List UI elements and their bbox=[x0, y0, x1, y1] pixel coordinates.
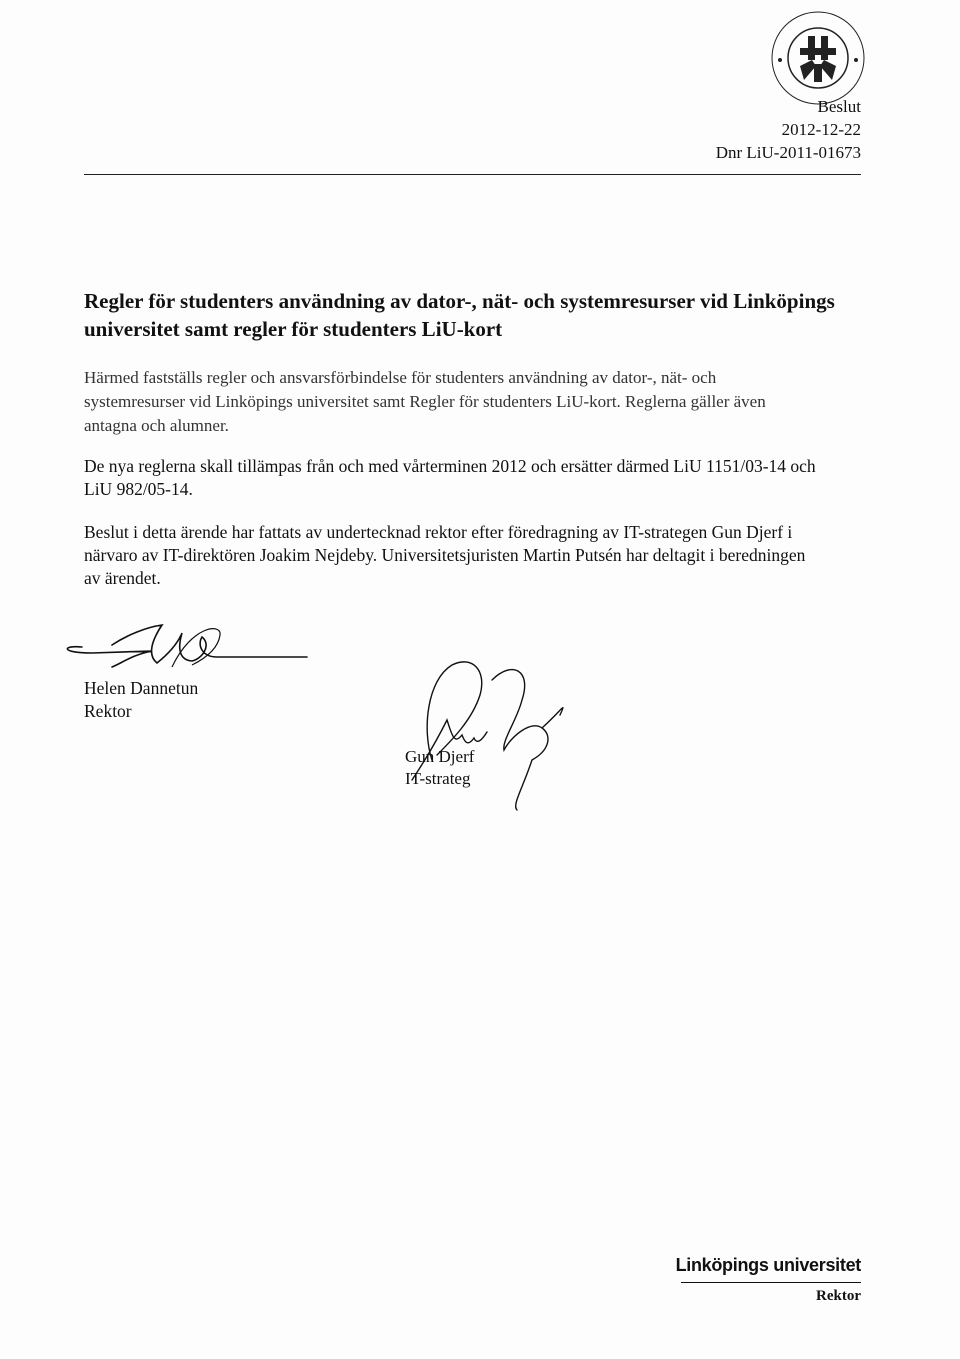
document-title bbox=[84, 287, 874, 343]
rector-signature bbox=[52, 605, 312, 685]
reference-number: Dnr LiU-2011-01673 bbox=[715, 143, 861, 162]
paragraph-effective-date bbox=[84, 455, 884, 501]
paragraph-decision-process bbox=[84, 521, 884, 590]
footer-department: Rektor bbox=[816, 1288, 861, 1304]
signer-role: Rektor bbox=[84, 701, 132, 721]
signer-name: Gun Djerf bbox=[405, 747, 475, 766]
paragraph-line: De nya reglerna skall tillämpas från och med vårterminen 2012 och ersätter därmed LiU 1151/03-14 och bbox=[84, 456, 816, 476]
paragraph-line: systemresurser vid Linköpings universitet samt Regler för studenters LiU-kort. Reglerna gäller även bbox=[84, 392, 766, 411]
document-type: Beslut bbox=[817, 97, 861, 116]
strategist-signature bbox=[392, 640, 592, 820]
header-divider bbox=[84, 174, 861, 175]
rector-signer bbox=[84, 677, 198, 723]
university-seal-icon bbox=[768, 8, 868, 108]
paragraph-line: Härmed fastställs regler och ansvarsförbindelse för studenters användning av dator-, nät- och bbox=[84, 368, 717, 387]
paragraph-line: antagna och alumner. bbox=[84, 416, 229, 435]
footer-divider bbox=[681, 1282, 861, 1283]
document-date: 2012-12-22 bbox=[781, 120, 861, 139]
document-meta bbox=[716, 95, 861, 164]
signer-role: IT-strateg bbox=[405, 769, 471, 788]
paragraph-line: av ärendet. bbox=[84, 568, 161, 588]
paragraph-decision bbox=[84, 366, 874, 438]
paragraph-line: LiU 982/05-14. bbox=[84, 479, 193, 499]
footer-organization: Linköpings universitet bbox=[675, 1255, 861, 1275]
signer-name: Helen Dannetun bbox=[84, 678, 199, 698]
strategist-signer bbox=[405, 746, 474, 790]
title-line: Regler för studenters användning av dator-, nät- och systemresurser vid Linköpings bbox=[84, 289, 835, 313]
title-line: universitet samt regler för studenters LiU-kort bbox=[84, 317, 503, 341]
paragraph-line: Beslut i detta ärende har fattats av undertecknad rektor efter föredragning av IT-strategen Gun Djerf i bbox=[84, 522, 793, 542]
paragraph-line: närvaro av IT-direktören Joakim Nejdeby. Universitetsjuristen Martin Putsén har deltagit i beredningen bbox=[84, 545, 806, 565]
